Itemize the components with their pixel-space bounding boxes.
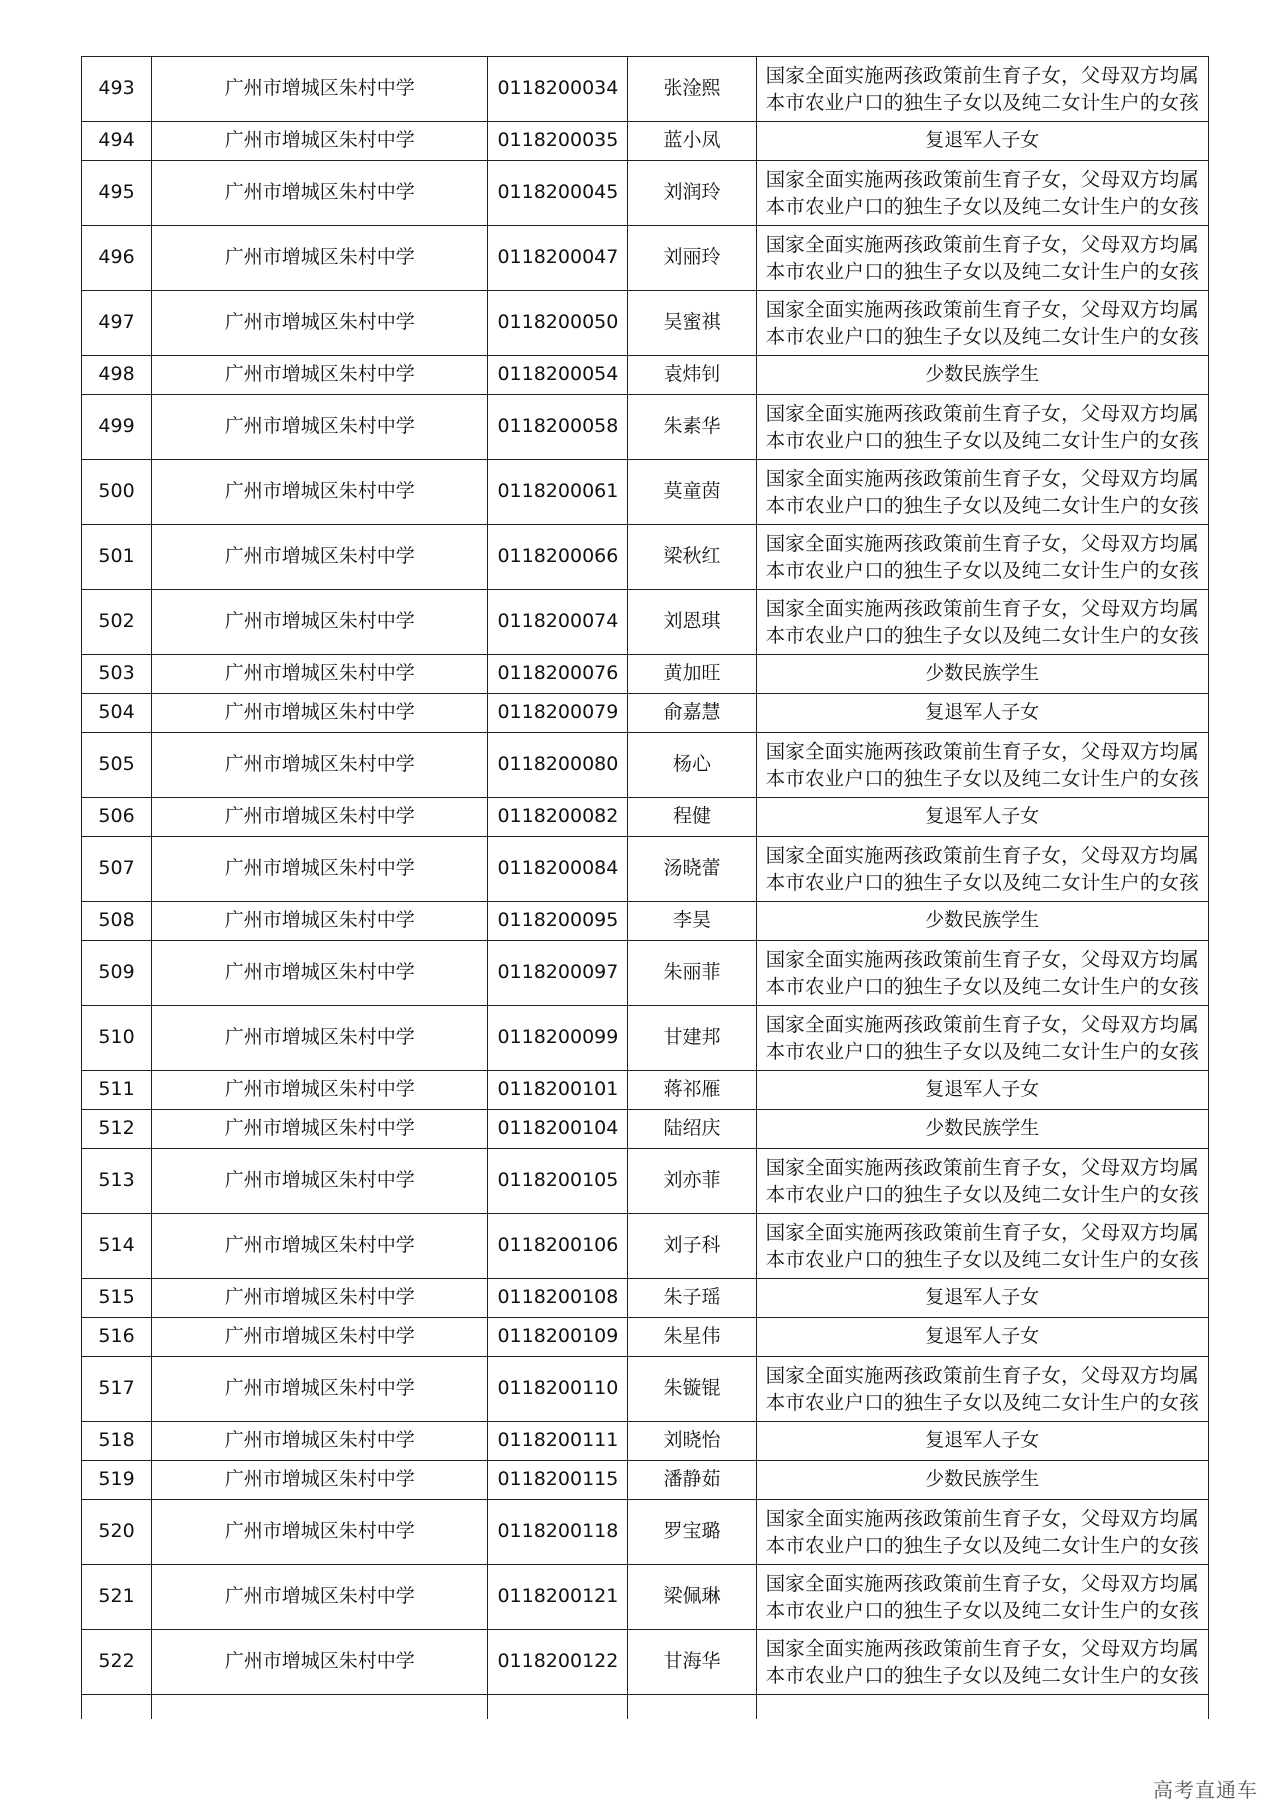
- category-cell: 少数民族学生: [756, 902, 1208, 941]
- category-cell: 国家全面实施两孩政策前生育子女，父母双方均属本市农业户口的独生子女以及纯二女计生户的女孩: [756, 161, 1208, 226]
- category-cell: 少数民族学生: [756, 356, 1208, 395]
- row-number-cell: 518: [82, 1422, 152, 1461]
- student-name-cell: 刘亦菲: [628, 1149, 756, 1214]
- student-name-cell: 梁秋红: [628, 525, 756, 590]
- student-name-cell: 汤晓蕾: [628, 837, 756, 902]
- category-cell: 国家全面实施两孩政策前生育子女，父母双方均属本市农业户口的独生子女以及纯二女计生户的女孩: [756, 226, 1208, 291]
- empty-cell: [756, 1695, 1208, 1720]
- exam-id-cell: 0118200066: [488, 525, 628, 590]
- student-name-cell: 吴蜜祺: [628, 291, 756, 356]
- student-name-cell: 俞嘉慧: [628, 694, 756, 733]
- student-name-cell: 李昊: [628, 902, 756, 941]
- row-number-cell: 520: [82, 1500, 152, 1565]
- category-cell: 国家全面实施两孩政策前生育子女，父母双方均属本市农业户口的独生子女以及纯二女计生户的女孩: [756, 590, 1208, 655]
- student-name-cell: 黄加旺: [628, 655, 756, 694]
- table-row: [82, 902, 1209, 941]
- exam-id-cell: 0118200084: [488, 837, 628, 902]
- table-row: [82, 161, 1209, 226]
- student-name-cell: 蒋祁雁: [628, 1071, 756, 1110]
- category-cell: 国家全面实施两孩政策前生育子女，父母双方均属本市农业户口的独生子女以及纯二女计生户的女孩: [756, 525, 1208, 590]
- empty-cell: [82, 1695, 152, 1720]
- exam-id-cell: 0118200108: [488, 1279, 628, 1318]
- row-number-cell: 513: [82, 1149, 152, 1214]
- exam-id-cell: 0118200110: [488, 1357, 628, 1422]
- watermark-text: 高考直通车: [1153, 1778, 1258, 1802]
- student-name-cell: 蓝小凤: [628, 122, 756, 161]
- row-number-cell: 516: [82, 1318, 152, 1357]
- table-row: [82, 226, 1209, 291]
- table-row: [82, 694, 1209, 733]
- row-number-cell: 497: [82, 291, 152, 356]
- category-cell: 国家全面实施两孩政策前生育子女，父母双方均属本市农业户口的独生子女以及纯二女计生户的女孩: [756, 1149, 1208, 1214]
- exam-id-cell: 0118200106: [488, 1214, 628, 1279]
- student-name-cell: 刘子科: [628, 1214, 756, 1279]
- exam-id-cell: 0118200111: [488, 1422, 628, 1461]
- table-row: [82, 941, 1209, 1006]
- table-row: [82, 1071, 1209, 1110]
- empty-cell: [628, 1695, 756, 1720]
- exam-id-cell: 0118200074: [488, 590, 628, 655]
- table-row: [82, 57, 1209, 122]
- row-number-cell: 521: [82, 1565, 152, 1630]
- exam-id-cell: 0118200105: [488, 1149, 628, 1214]
- exam-id-cell: 0118200034: [488, 57, 628, 122]
- exam-id-cell: 0118200082: [488, 798, 628, 837]
- table-row: [82, 1214, 1209, 1279]
- table-row: [82, 1110, 1209, 1149]
- row-number-cell: 494: [82, 122, 152, 161]
- student-name-cell: 刘润玲: [628, 161, 756, 226]
- exam-id-cell: 0118200097: [488, 941, 628, 1006]
- table-row: [82, 356, 1209, 395]
- row-number-cell: 496: [82, 226, 152, 291]
- table-row: [82, 655, 1209, 694]
- row-number-cell: 506: [82, 798, 152, 837]
- category-cell: 国家全面实施两孩政策前生育子女，父母双方均属本市农业户口的独生子女以及纯二女计生户的女孩: [756, 460, 1208, 525]
- row-number-cell: 503: [82, 655, 152, 694]
- student-name-cell: 刘恩琪: [628, 590, 756, 655]
- category-cell: 国家全面实施两孩政策前生育子女，父母双方均属本市农业户口的独生子女以及纯二女计生户的女孩: [756, 395, 1208, 460]
- student-name-cell: 莫童茵: [628, 460, 756, 525]
- student-list-table: [81, 56, 1209, 1719]
- student-name-cell: 程健: [628, 798, 756, 837]
- student-name-cell: 潘静茹: [628, 1461, 756, 1500]
- category-cell: 国家全面实施两孩政策前生育子女，父母双方均属本市农业户口的独生子女以及纯二女计生户的女孩: [756, 57, 1208, 122]
- school-name-cell: 广州市增城区朱村中学: [152, 1422, 488, 1461]
- student-name-cell: 刘晓怡: [628, 1422, 756, 1461]
- school-name-cell: 广州市增城区朱村中学: [152, 902, 488, 941]
- student-name-cell: 甘建邦: [628, 1006, 756, 1071]
- student-name-cell: 朱镟锟: [628, 1357, 756, 1422]
- category-cell: 复退军人子女: [756, 694, 1208, 733]
- empty-cell: [488, 1695, 628, 1720]
- row-number-cell: 517: [82, 1357, 152, 1422]
- category-cell: 国家全面实施两孩政策前生育子女，父母双方均属本市农业户口的独生子女以及纯二女计生户的女孩: [756, 941, 1208, 1006]
- row-number-cell: 514: [82, 1214, 152, 1279]
- exam-id-cell: 0118200122: [488, 1630, 628, 1695]
- row-number-cell: 511: [82, 1071, 152, 1110]
- table-row: [82, 1565, 1209, 1630]
- category-cell: 国家全面实施两孩政策前生育子女，父母双方均属本市农业户口的独生子女以及纯二女计生户的女孩: [756, 1006, 1208, 1071]
- category-cell: 复退军人子女: [756, 1318, 1208, 1357]
- school-name-cell: 广州市增城区朱村中学: [152, 1630, 488, 1695]
- category-cell: 国家全面实施两孩政策前生育子女，父母双方均属本市农业户口的独生子女以及纯二女计生户的女孩: [756, 1214, 1208, 1279]
- category-cell: 复退军人子女: [756, 1422, 1208, 1461]
- exam-id-cell: 0118200045: [488, 161, 628, 226]
- student-name-cell: 甘海华: [628, 1630, 756, 1695]
- school-name-cell: 广州市增城区朱村中学: [152, 161, 488, 226]
- table-row: [82, 798, 1209, 837]
- row-number-cell: 508: [82, 902, 152, 941]
- student-name-cell: 朱子瑶: [628, 1279, 756, 1318]
- school-name-cell: 广州市增城区朱村中学: [152, 1006, 488, 1071]
- table-row: [82, 1630, 1209, 1695]
- school-name-cell: 广州市增城区朱村中学: [152, 798, 488, 837]
- exam-id-cell: 0118200061: [488, 460, 628, 525]
- school-name-cell: 广州市增城区朱村中学: [152, 1357, 488, 1422]
- table-row: [82, 590, 1209, 655]
- school-name-cell: 广州市增城区朱村中学: [152, 1149, 488, 1214]
- table-row: [82, 1461, 1209, 1500]
- school-name-cell: 广州市增城区朱村中学: [152, 1071, 488, 1110]
- table-row: [82, 1318, 1209, 1357]
- school-name-cell: 广州市增城区朱村中学: [152, 226, 488, 291]
- row-number-cell: 505: [82, 733, 152, 798]
- school-name-cell: 广州市增城区朱村中学: [152, 1279, 488, 1318]
- table-row: [82, 733, 1209, 798]
- category-cell: 少数民族学生: [756, 1110, 1208, 1149]
- row-number-cell: 510: [82, 1006, 152, 1071]
- row-number-cell: 522: [82, 1630, 152, 1695]
- category-cell: 国家全面实施两孩政策前生育子女，父母双方均属本市农业户口的独生子女以及纯二女计生户的女孩: [756, 1500, 1208, 1565]
- table-row: [82, 1006, 1209, 1071]
- school-name-cell: 广州市增城区朱村中学: [152, 837, 488, 902]
- school-name-cell: 广州市增城区朱村中学: [152, 1110, 488, 1149]
- student-name-cell: 陆绍庆: [628, 1110, 756, 1149]
- school-name-cell: 广州市增城区朱村中学: [152, 57, 488, 122]
- school-name-cell: 广州市增城区朱村中学: [152, 291, 488, 356]
- table-row: [82, 1422, 1209, 1461]
- school-name-cell: 广州市增城区朱村中学: [152, 525, 488, 590]
- school-name-cell: 广州市增城区朱村中学: [152, 460, 488, 525]
- table-row: [82, 291, 1209, 356]
- school-name-cell: 广州市增城区朱村中学: [152, 1461, 488, 1500]
- row-number-cell: 501: [82, 525, 152, 590]
- exam-id-cell: 0118200080: [488, 733, 628, 798]
- empty-cell: [152, 1695, 488, 1720]
- table-row: [82, 1357, 1209, 1422]
- category-cell: 复退军人子女: [756, 1279, 1208, 1318]
- table-row: [82, 1279, 1209, 1318]
- category-cell: 国家全面实施两孩政策前生育子女，父母双方均属本市农业户口的独生子女以及纯二女计生户的女孩: [756, 837, 1208, 902]
- school-name-cell: 广州市增城区朱村中学: [152, 1565, 488, 1630]
- category-cell: 国家全面实施两孩政策前生育子女，父母双方均属本市农业户口的独生子女以及纯二女计生户的女孩: [756, 1357, 1208, 1422]
- exam-id-cell: 0118200035: [488, 122, 628, 161]
- category-cell: 少数民族学生: [756, 1461, 1208, 1500]
- row-number-cell: 512: [82, 1110, 152, 1149]
- exam-id-cell: 0118200104: [488, 1110, 628, 1149]
- row-number-cell: 498: [82, 356, 152, 395]
- school-name-cell: 广州市增城区朱村中学: [152, 1318, 488, 1357]
- student-name-cell: 张淦熙: [628, 57, 756, 122]
- row-number-cell: 507: [82, 837, 152, 902]
- category-cell: 复退军人子女: [756, 122, 1208, 161]
- category-cell: 复退军人子女: [756, 1071, 1208, 1110]
- student-name-cell: 朱星伟: [628, 1318, 756, 1357]
- row-number-cell: 500: [82, 460, 152, 525]
- exam-id-cell: 0118200047: [488, 226, 628, 291]
- exam-id-cell: 0118200079: [488, 694, 628, 733]
- category-cell: 复退军人子女: [756, 798, 1208, 837]
- table-row-continuation: [82, 1695, 1209, 1720]
- student-name-cell: 朱素华: [628, 395, 756, 460]
- student-name-cell: 袁炜钊: [628, 356, 756, 395]
- row-number-cell: 502: [82, 590, 152, 655]
- school-name-cell: 广州市增城区朱村中学: [152, 122, 488, 161]
- exam-id-cell: 0118200121: [488, 1565, 628, 1630]
- school-name-cell: 广州市增城区朱村中学: [152, 395, 488, 460]
- row-number-cell: 493: [82, 57, 152, 122]
- student-name-cell: 杨心: [628, 733, 756, 798]
- exam-id-cell: 0118200095: [488, 902, 628, 941]
- category-cell: 国家全面实施两孩政策前生育子女，父母双方均属本市农业户口的独生子女以及纯二女计生户的女孩: [756, 291, 1208, 356]
- exam-id-cell: 0118200054: [488, 356, 628, 395]
- table-row: [82, 1500, 1209, 1565]
- school-name-cell: 广州市增城区朱村中学: [152, 1500, 488, 1565]
- table-row: [82, 1149, 1209, 1214]
- table-body: [82, 57, 1209, 1695]
- school-name-cell: 广州市增城区朱村中学: [152, 733, 488, 798]
- student-name-cell: 朱丽菲: [628, 941, 756, 1006]
- student-name-cell: 梁佩琳: [628, 1565, 756, 1630]
- school-name-cell: 广州市增城区朱村中学: [152, 694, 488, 733]
- row-number-cell: 495: [82, 161, 152, 226]
- table-row: [82, 122, 1209, 161]
- exam-id-cell: 0118200115: [488, 1461, 628, 1500]
- row-number-cell: 504: [82, 694, 152, 733]
- table-row: [82, 525, 1209, 590]
- row-number-cell: 499: [82, 395, 152, 460]
- category-cell: 国家全面实施两孩政策前生育子女，父母双方均属本市农业户口的独生子女以及纯二女计生户的女孩: [756, 1630, 1208, 1695]
- student-name-cell: 刘丽玲: [628, 226, 756, 291]
- school-name-cell: 广州市增城区朱村中学: [152, 590, 488, 655]
- table-row: [82, 460, 1209, 525]
- school-name-cell: 广州市增城区朱村中学: [152, 356, 488, 395]
- table-row: [82, 837, 1209, 902]
- school-name-cell: 广州市增城区朱村中学: [152, 941, 488, 1006]
- exam-id-cell: 0118200058: [488, 395, 628, 460]
- exam-id-cell: 0118200109: [488, 1318, 628, 1357]
- exam-id-cell: 0118200076: [488, 655, 628, 694]
- row-number-cell: 519: [82, 1461, 152, 1500]
- exam-id-cell: 0118200101: [488, 1071, 628, 1110]
- exam-id-cell: 0118200118: [488, 1500, 628, 1565]
- student-name-cell: 罗宝璐: [628, 1500, 756, 1565]
- school-name-cell: 广州市增城区朱村中学: [152, 1214, 488, 1279]
- exam-id-cell: 0118200099: [488, 1006, 628, 1071]
- exam-id-cell: 0118200050: [488, 291, 628, 356]
- row-number-cell: 515: [82, 1279, 152, 1318]
- category-cell: 国家全面实施两孩政策前生育子女，父母双方均属本市农业户口的独生子女以及纯二女计生户的女孩: [756, 1565, 1208, 1630]
- category-cell: 国家全面实施两孩政策前生育子女，父母双方均属本市农业户口的独生子女以及纯二女计生户的女孩: [756, 733, 1208, 798]
- table-row: [82, 395, 1209, 460]
- category-cell: 少数民族学生: [756, 655, 1208, 694]
- school-name-cell: 广州市增城区朱村中学: [152, 655, 488, 694]
- row-number-cell: 509: [82, 941, 152, 1006]
